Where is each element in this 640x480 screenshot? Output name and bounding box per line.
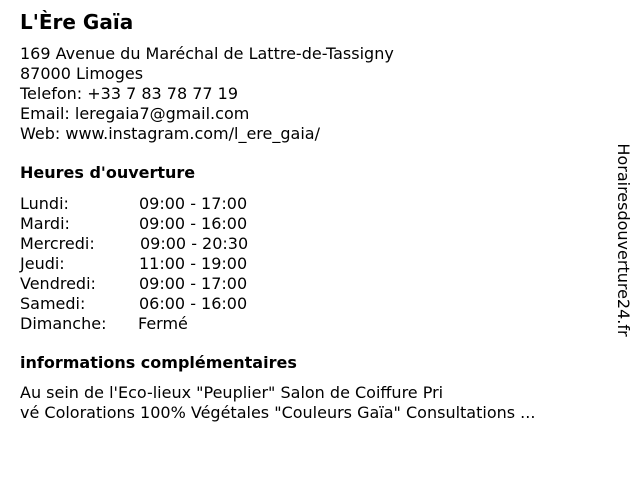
day-label: Lundi: xyxy=(20,194,69,213)
additional-info-line-1: Au sein de l'Eco-lieux "Peuplier" Salon de Coiffure Pri xyxy=(20,383,444,402)
day-label: Samedi: xyxy=(20,294,86,313)
day-label: Mercredi: xyxy=(20,234,95,253)
time-range: 11:00 - 19:00 xyxy=(139,254,248,273)
phone-number: Telefon: +33 7 83 78 77 19 xyxy=(20,84,239,103)
site-credit-link[interactable]: Horairesdouverture24.fr xyxy=(614,143,633,337)
additional-info-line-2: vé Colorations 100% Végétales "Couleurs Gaïa" Consultations ... xyxy=(20,403,536,422)
additional-info-text xyxy=(20,383,600,423)
additional-info-heading: informations complémentaires xyxy=(20,353,297,372)
time-range: 09:00 - 17:00 xyxy=(139,274,248,293)
time-range: 06:00 - 16:00 xyxy=(139,294,248,313)
day-label: Dimanche: xyxy=(20,314,107,333)
time-range: 09:00 - 17:00 xyxy=(139,194,248,213)
opening-hours-heading: Heures d'ouverture xyxy=(20,163,196,182)
website: Web: www.instagram.com/l_ere_gaia/ xyxy=(20,124,320,143)
address-line-1: 169 Avenue du Maréchal de Lattre-de-Tassigny xyxy=(20,44,394,63)
business-name: L'Ère Gaïa xyxy=(20,10,134,34)
contact-block xyxy=(20,44,394,144)
time-range: Fermé xyxy=(138,314,188,333)
time-range: 09:00 - 20:30 xyxy=(140,234,249,253)
email-address: Email: leregaia7@gmail.com xyxy=(20,104,250,123)
address-line-2: 87000 Limoges xyxy=(20,64,144,83)
time-range: 09:00 - 16:00 xyxy=(139,214,248,233)
day-label: Mardi: xyxy=(20,214,70,233)
day-label: Vendredi: xyxy=(20,274,96,293)
day-label: Jeudi: xyxy=(20,254,65,273)
